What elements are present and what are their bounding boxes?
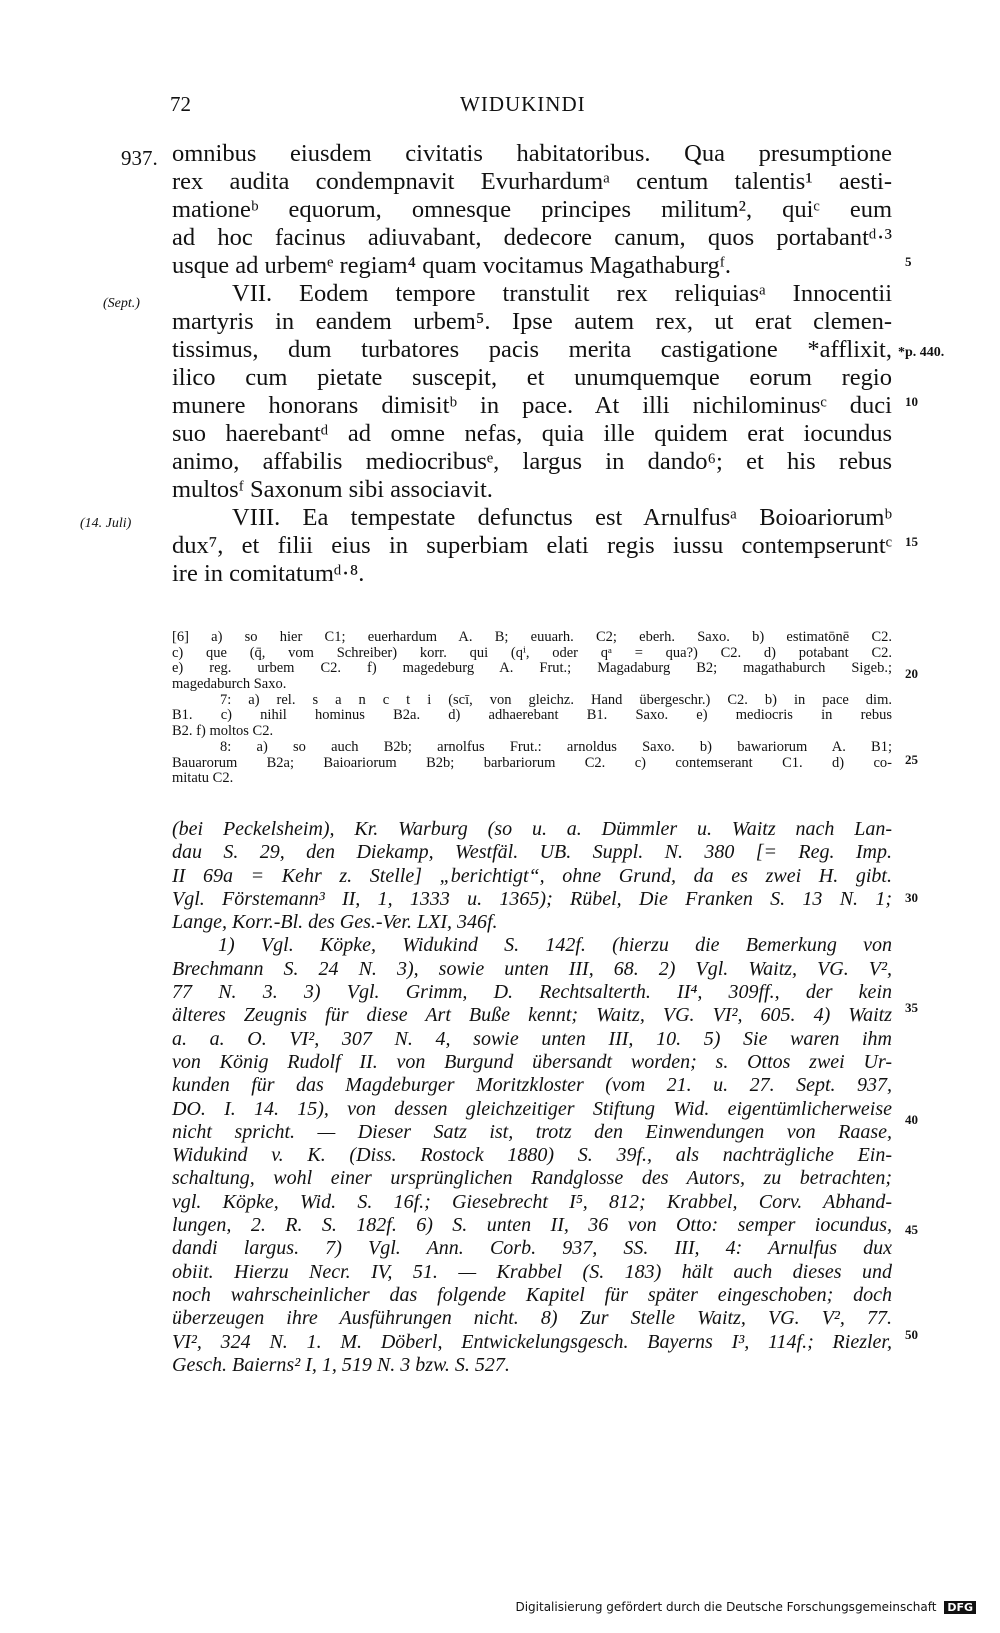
footnote-line: 1) Vgl. Köpke, Widukind S. 142f. (hierzu die Bemerkung von — [218, 934, 892, 957]
line-number: 35 — [905, 1000, 918, 1015]
main-line: ad hoc facinus adiuvabant, dedecore canum, quos portabantᵈ·³ — [172, 224, 892, 251]
apparatus-line: c) que (q̄, vom Schreiber) korr. qui (qⁱ, oder qᵃ = qua?) C2. d) potabant C2. — [172, 644, 892, 661]
year-marker: 937. — [121, 146, 158, 170]
footnote-line: 77 N. 3. 3) Vgl. Grimm, D. Rechtsalterth. II⁴, 309ff., der kein — [172, 981, 892, 1004]
running-title: WIDUKINDI — [460, 92, 586, 116]
apparatus-line: 8: a) so auch B2b; arnolfus Frut.: arnoldus Saxo. b) bawariorum A. B1; — [220, 738, 892, 755]
dfg-logo: DFG — [944, 1601, 976, 1614]
footnote-line: kunden für das Magdeburger Moritzkloster (vom 21. u. 27. Sept. 937, — [172, 1074, 892, 1097]
apparatus-line: magedaburch Saxo. — [172, 676, 287, 693]
apparatus-line: mitatu C2. — [172, 770, 234, 787]
main-line: tissimus, dum turbatores pacis merita castigatione *afflixit, — [172, 336, 892, 363]
main-line: ilico cum pietate suscepit, et unumquemque eorum regio — [172, 364, 892, 391]
footnote-line: a. a. O. VI², 307 N. 4, sowie unten III, 10. 5) Sie waren ihm — [172, 1027, 892, 1050]
main-line: omnibus eiusdem civitatis habitatoribus. Qua presumptione — [172, 140, 892, 167]
footnote-line: VI², 324 N. 1. M. Döberl, Entwickelungsgesch. Bayerns I³, 114f.; Riezler, — [172, 1330, 892, 1353]
margin-note-juli: (14. Juli) — [80, 516, 132, 531]
footnote-line: schaltung, wohl einer ursprünglichen Randglosse des Autors, zu betrachten; — [172, 1167, 892, 1190]
footnote-line: älteres Zeugnis für diese Art Buße kennt; Waitz, VG. VI², 605. 4) Waitz — [172, 1004, 892, 1027]
main-line: multosᶠ Saxonum sibi associavit. — [172, 476, 493, 503]
main-text-block — [172, 140, 892, 588]
line-number: 5 — [905, 254, 912, 269]
footnote-line: überzeugen ihre Ausführungen nicht. 8) Zur Stelle Waitz, VG. V², 77. — [172, 1307, 892, 1330]
digitization-credit — [515, 1600, 976, 1614]
footnote-line: Vgl. Förstemann³ II, 1, 1333 u. 1365); Rübel, Die Franken S. 13 N. 1; — [172, 887, 892, 910]
line-number: 40 — [905, 1112, 918, 1127]
main-line: rex audita condempnavit Evurhardumᵃ centum talentis¹ aesti- — [172, 168, 892, 195]
apparatus-line: [6] a) so hier C1; euerhardum A. B; euuarh. C2; eberh. Saxo. b) estimatōnē C2. — [172, 629, 892, 645]
chapter-heading-viii: VIII. Ea tempestate defunctus est Arnulfusᵃ Boioariorumᵇ — [232, 504, 892, 531]
footnote-line: von König Rudolf II. von Burgund übersandt worden; s. Ottos zwei Ur- — [172, 1050, 892, 1073]
line-number: 20 — [905, 666, 918, 681]
footnote-line: Brechmann S. 24 N. 3), sowie unten III, 68. 2) Vgl. Waitz, VG. V², — [172, 957, 892, 980]
main-line: ire in comitatumᵈ·⁸. — [172, 560, 365, 587]
apparatus-line: B1. c) nihil hominus B2a. d) adhaerebant B1. Saxo. e) mediocris in rebus — [172, 707, 892, 724]
apparatus-line: Bauarorum B2a; Baioariorum B2b; barbariorum C2. c) contemserant C1. d) co- — [172, 754, 892, 771]
main-line: munere honorans dimisitᵇ in pace. At illi nichilominusᶜ duci — [172, 392, 892, 419]
apparatus-line: e) reg. urbem C2. f) magedeburg A. Frut.; Magadaburg B2; magathaburch Sigeb.; — [172, 660, 892, 677]
footnote-line: nicht spricht. — Dieser Satz ist, trotz den Einwendungen von Raase, — [172, 1120, 892, 1143]
main-line: mationeᵇ equorum, omnesque principes militum², quiᶜ eum — [172, 196, 892, 223]
chapter-heading-vii: VII. Eodem tempore transtulit rex reliquiasᵃ Innocentii — [232, 280, 892, 307]
margin-note-sept: (Sept.) — [103, 296, 140, 311]
apparatus-line: B2. f) moltos C2. — [172, 723, 274, 740]
footnote-line: DO. I. 14. 15), von dessen gleichzeitiger Stiftung Wid. eigentümlicherweise — [172, 1097, 892, 1120]
footnote-line: Widukind v. K. (Diss. Rostock 1880) S. 39f., als nachträgliche Ein- — [172, 1144, 892, 1167]
footnote-line: lungen, 2. R. S. 182f. 6) S. unten II, 36 von Otto: semper iocundus, — [172, 1214, 892, 1237]
line-number: 10 — [905, 394, 918, 409]
page-number: 72 — [170, 92, 191, 116]
main-line: dux⁷, et filii eius in superbiam elati regis iussu contempseruntᶜ — [172, 532, 892, 559]
footnote-line: Lange, Korr.-Bl. des Ges.-Ver. LXI, 346f. — [172, 911, 498, 934]
footnote-line: obiit. Hierzu Necr. IV, 51. — Krabbel (S. 183) hält auch dieses und — [172, 1260, 892, 1283]
line-number: 50 — [905, 1327, 918, 1342]
main-line: martyris in eandem urbem⁵. Ipse autem rex, ut erat clemen- — [172, 308, 892, 335]
main-line: animo, affabilis mediocribusᵉ, largus in dando⁶; et his rebus — [172, 448, 892, 475]
footnote-line: dandi largus. 7) Vgl. Ann. Corb. 937, SS. III, 4: Arnulfus dux — [172, 1237, 892, 1260]
critical-apparatus — [172, 630, 892, 787]
footnote-line: II 69a = Kehr z. Stelle] „berichtigt“, ohne Grund, da es zwei H. gibt. — [172, 864, 892, 887]
main-line: suo haerebantᵈ ad omne nefas, quia ille quidem erat iocundus — [172, 420, 892, 447]
credit-text: Digitalisierung gefördert durch die Deutsche Forschungsgemeinschaft — [515, 1600, 937, 1614]
footnote-line: vgl. Köpke, Wid. S. 16f.; Giesebrecht I⁵, 812; Krabbel, Corv. Abhand- — [172, 1190, 892, 1213]
footnotes-block — [172, 818, 892, 1377]
apparatus-line: 7: a) rel. s a n c t i (scī, von gleichz. Hand übergeschr.) C2. b) in pace dim. — [220, 691, 892, 708]
footnote-line: (bei Peckelsheim), Kr. Warburg (so u. a. Dümmler u. Waitz nach Lan- — [172, 818, 892, 840]
line-number: 45 — [905, 1222, 918, 1237]
line-number: 25 — [905, 752, 918, 767]
line-number: 30 — [905, 890, 918, 905]
line-number: 15 — [905, 534, 918, 549]
main-line: usque ad urbemᵉ regiam⁴ quam vocitamus Magathaburgᶠ. — [172, 252, 732, 279]
footnote-line: noch wahrscheinlicher das folgende Kapitel für später eingeschoben; doch — [172, 1283, 892, 1306]
footnote-line: dau S. 29, den Diekamp, Westfäl. UB. Suppl. N. 380 [= Reg. Imp. — [172, 841, 892, 864]
margin-page-reference: *p. 440. — [898, 345, 945, 360]
footnote-line: Gesch. Baierns² I, 1, 519 N. 3 bzw. S. 527. — [172, 1353, 510, 1376]
